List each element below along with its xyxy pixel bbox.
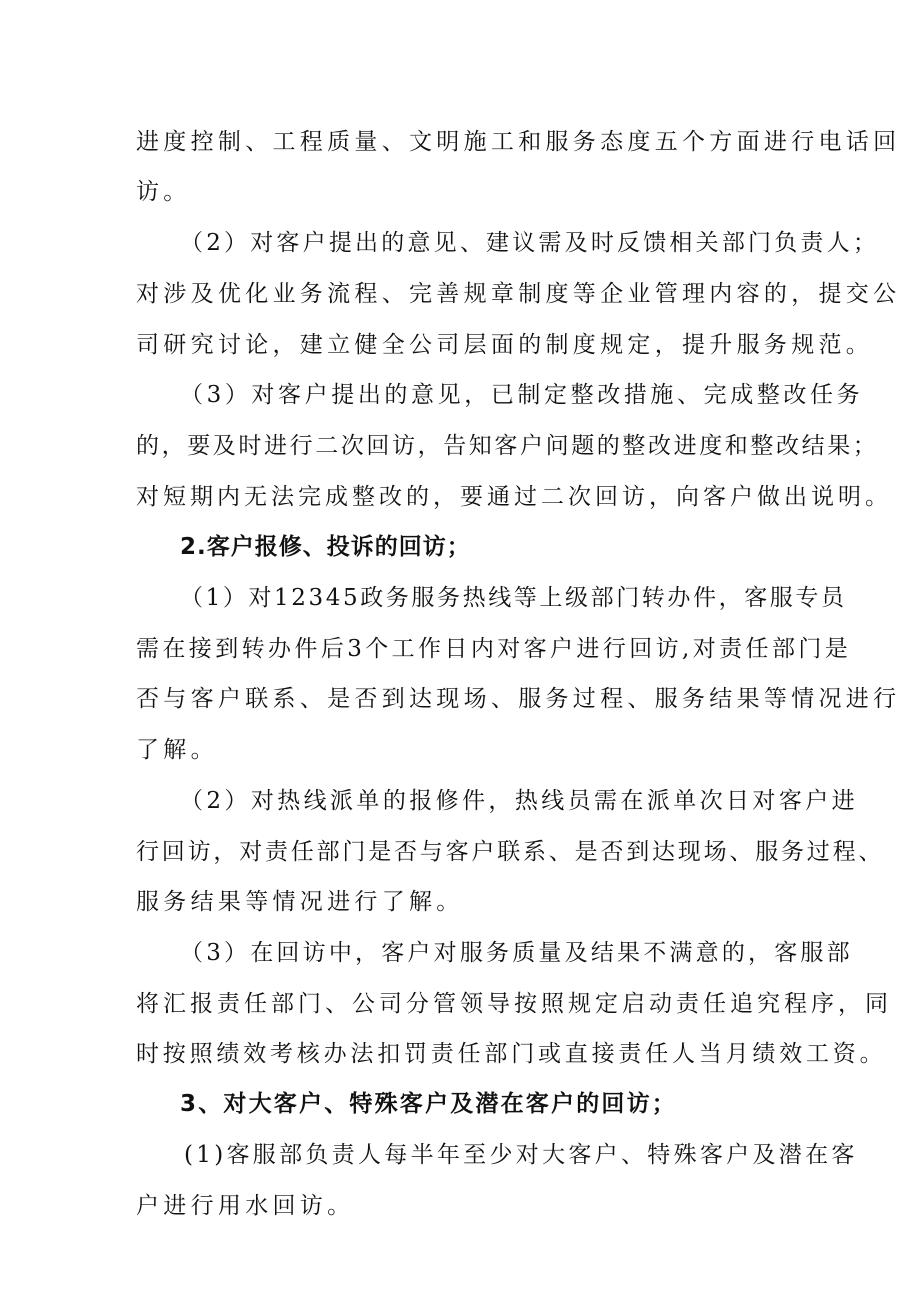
paragraph-line: 对短期内无法完成整改的，要通过二次回访，向客户做出说明。: [136, 484, 892, 510]
paragraph-line: （3）在回访中，客户对服务质量及结果不满意的，客服部: [180, 940, 853, 966]
paragraph-line: 服务结果等情况进行了解。: [136, 889, 464, 915]
section-heading: 3、对大客户、特殊客户及潜在客户的回访；: [180, 1091, 678, 1117]
paragraph-line: 了解。: [136, 737, 218, 763]
paragraph-line: 访。: [136, 179, 191, 205]
paragraph-line: 时按照绩效考核办法扣罚责任部门或直接责任人当月绩效工资。: [136, 1041, 887, 1067]
paragraph-line: （1）对12345政务服务热线等上级部门转办件，客服专员: [180, 585, 847, 611]
paragraph-line: 行回访，对责任部门是否与客户联系、是否到达现场、服务过程、: [136, 839, 885, 865]
section-heading: 2.客户报修、投诉的回访；: [180, 534, 471, 560]
paragraph-line: (1)客服部负责人每半年至少对大客户、特殊客户及潜在客: [184, 1142, 858, 1168]
paragraph-line: 司研究讨论，建立健全公司层面的制度规定，提升服务规范。: [136, 332, 874, 358]
paragraph-line: 否与客户联系、是否到达现场、服务过程、服务结果等情况进行: [136, 686, 901, 712]
paragraph-line: 户进行用水回访。: [136, 1193, 355, 1219]
paragraph-line: （2）对热线派单的报修件，热线员需在派单次日对客户进: [180, 788, 859, 814]
paragraph-line: （3）对客户提出的意见，已制定整改措施、完成整改任务: [180, 382, 864, 408]
paragraph-line: 将汇报责任部门、公司分管领导按照规定启动责任追究程序，同: [136, 991, 892, 1017]
paragraph-line: 需在接到转办件后3个工作日内对客户进行回访,对责任部门是: [136, 636, 852, 662]
paragraph-line: 的，要及时进行二次回访，告知客户问题的整改进度和整改结果；: [136, 433, 879, 459]
paragraph-line: （2）对客户提出的意见、建议需及时反馈相关部门负责人；: [180, 230, 880, 256]
paragraph-line: 进度控制、工程质量、文明施工和服务态度五个方面进行电话回: [136, 129, 901, 155]
paragraph-line: 对涉及优化业务流程、完善规章制度等企业管理内容的，提交公: [136, 281, 901, 307]
